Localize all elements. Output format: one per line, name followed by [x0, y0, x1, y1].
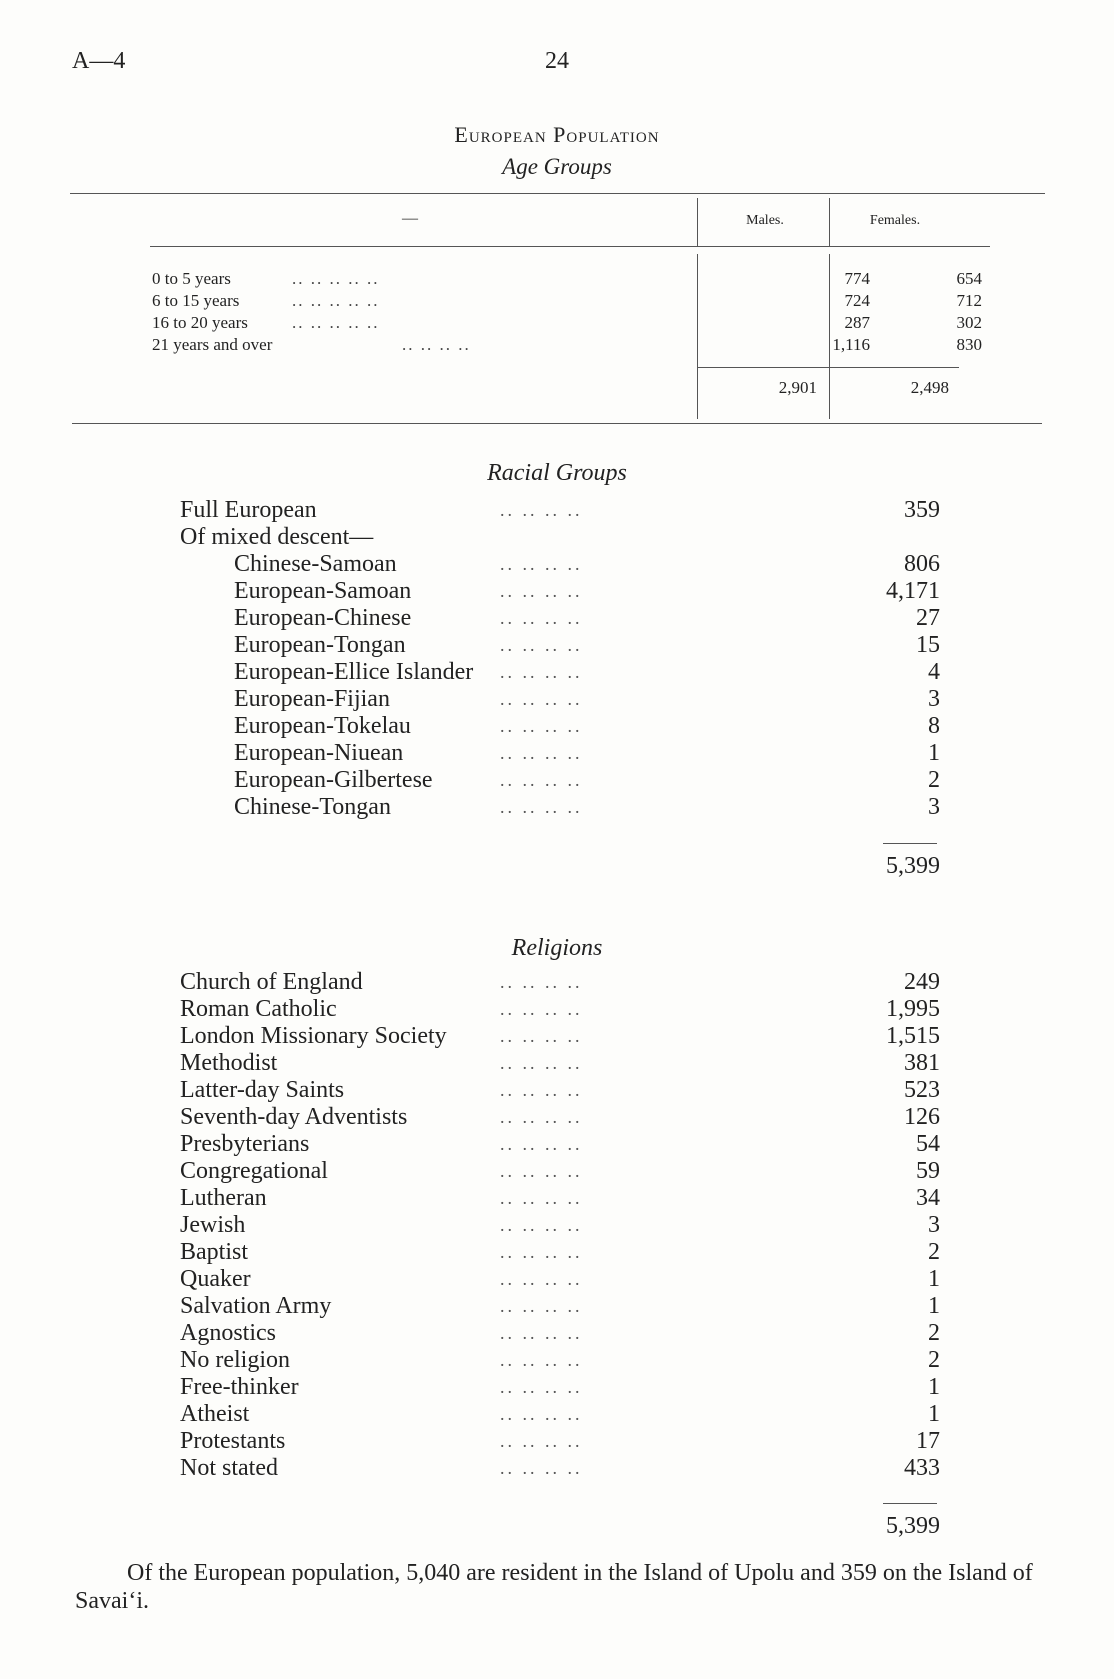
document-reference: A—4	[72, 48, 126, 74]
row-label: Roman Catholic	[180, 996, 337, 1022]
row-value: 433	[904, 1455, 940, 1481]
leader-dots: .. .. .. ..	[500, 662, 583, 682]
row-label: Salvation Army	[180, 1293, 332, 1319]
females-value: 654	[956, 269, 982, 288]
list-item	[234, 767, 994, 793]
row-value: 523	[904, 1077, 940, 1103]
males-value: 1,116	[832, 335, 870, 354]
list-item	[234, 551, 994, 577]
list-item	[234, 740, 994, 766]
list-item	[180, 1320, 940, 1346]
row-value: 1	[928, 1266, 940, 1292]
religions-title: Religions	[511, 935, 603, 961]
row-label: Chinese-Samoan	[234, 551, 397, 577]
leader-dots: .. .. .. ..	[500, 1242, 583, 1262]
table-top-rule	[70, 193, 1045, 194]
row-value: 1	[928, 1374, 940, 1400]
row-label: Congregational	[180, 1158, 328, 1184]
age-groups-title: Age Groups	[502, 154, 612, 179]
leader-dots: .. .. .. ..	[500, 500, 583, 520]
row-label: Full European	[180, 497, 317, 523]
leader-dots: .. .. .. ..	[500, 1296, 583, 1316]
list-item	[180, 1293, 940, 1319]
row-value: 17	[916, 1428, 940, 1454]
footer-paragraph: Of the European population, 5,040 are resident in the Island of Upolu and 359 on the Island of Savai‘i.	[75, 1560, 1033, 1614]
row-value: 2	[928, 1347, 940, 1373]
leader-dots: .. .. .. ..	[500, 1269, 583, 1289]
list-item	[180, 1455, 940, 1481]
sum-rule	[883, 1503, 937, 1504]
table-row	[152, 335, 982, 357]
row-label: European-Niuean	[234, 740, 404, 766]
row-label: Not stated	[180, 1455, 278, 1481]
row-value: 4	[928, 659, 940, 685]
males-value: 724	[844, 291, 870, 310]
row-label: European-Samoan	[234, 578, 412, 604]
list-item	[180, 1077, 940, 1103]
list-item	[180, 1185, 940, 1211]
row-label: 6 to 15 years	[152, 291, 240, 310]
leader-dots: .. .. .. .. ..	[292, 291, 380, 310]
list-item	[180, 1104, 940, 1130]
list-item	[234, 713, 994, 739]
list-item	[180, 1401, 940, 1427]
list-item	[180, 497, 940, 523]
leader-dots: .. .. .. ..	[500, 1026, 583, 1046]
row-value: 2	[928, 1239, 940, 1265]
row-label: London Missionary Society	[180, 1023, 447, 1049]
leader-dots: .. .. .. .. ..	[292, 313, 380, 332]
list-item	[180, 1347, 940, 1373]
females-value: 830	[956, 335, 982, 354]
racial-total: 5,399	[886, 853, 940, 879]
row-value: 8	[928, 713, 940, 739]
males-header: Males.	[746, 213, 784, 228]
row-value: 54	[916, 1131, 940, 1157]
row-value: 126	[904, 1104, 940, 1130]
leader-dots: .. .. .. ..	[500, 1458, 583, 1478]
row-value: 34	[916, 1185, 940, 1211]
leader-dots: .. .. .. ..	[500, 635, 583, 655]
row-value: 4,171	[886, 578, 940, 604]
row-label: 21 years and over	[152, 335, 273, 354]
leader-dots: .. .. .. ..	[500, 1404, 583, 1424]
row-label: Chinese-Tongan	[234, 794, 391, 820]
section-title: European Population	[454, 122, 660, 147]
leader-dots: .. .. .. ..	[500, 1161, 583, 1181]
row-value: 27	[916, 605, 940, 631]
row-label: Methodist	[180, 1050, 278, 1076]
religions-total: 5,399	[886, 1513, 940, 1539]
table-row	[152, 313, 982, 335]
row-label: Quaker	[180, 1266, 251, 1292]
column-divider	[829, 198, 830, 246]
males-value: 774	[844, 269, 870, 288]
leader-dots: .. .. .. ..	[500, 797, 583, 817]
row-label: 16 to 20 years	[152, 313, 248, 332]
row-label: Presbyterians	[180, 1131, 310, 1157]
list-item	[180, 1239, 940, 1265]
leader-dots: .. .. .. ..	[500, 1080, 583, 1100]
list-item	[234, 632, 994, 658]
row-label: Seventh-day Adventists	[180, 1104, 408, 1130]
list-item	[180, 1050, 940, 1076]
list-item	[234, 605, 994, 631]
row-value: 59	[916, 1158, 940, 1184]
row-value: 806	[904, 551, 940, 577]
row-value: 15	[916, 632, 940, 658]
row-label: Latter-day Saints	[180, 1077, 345, 1103]
subgroup-heading: Of mixed descent—	[180, 524, 374, 550]
leader-dots: .. .. .. ..	[500, 743, 583, 763]
list-item	[180, 996, 940, 1022]
row-value: 2	[928, 767, 940, 793]
leader-dots: .. .. .. ..	[500, 554, 583, 574]
leader-dots: .. .. .. ..	[500, 1107, 583, 1127]
row-value: 1	[928, 740, 940, 766]
row-value: 249	[904, 969, 940, 995]
table-row	[152, 291, 982, 313]
leader-dots: .. .. .. ..	[500, 716, 583, 736]
table-bottom-rule	[72, 423, 1042, 424]
leader-dots: .. .. .. ..	[500, 1188, 583, 1208]
list-item	[180, 1266, 940, 1292]
leader-dots: .. .. .. ..	[500, 1053, 583, 1073]
list-item	[234, 794, 994, 820]
females-value: 302	[956, 313, 982, 332]
leader-dots: .. .. .. ..	[500, 1323, 583, 1343]
row-value: 3	[928, 686, 940, 712]
leader-dots: .. .. .. ..	[500, 1215, 583, 1235]
row-label: European-Ellice Islander	[234, 659, 474, 685]
females-header: Females.	[869, 213, 921, 228]
leader-dots: .. .. .. .. ..	[292, 269, 380, 288]
leader-dots: .. .. .. ..	[500, 581, 583, 601]
list-item	[180, 1158, 940, 1184]
leader-dots: .. .. .. ..	[500, 1431, 583, 1451]
table-row	[152, 269, 982, 291]
row-value: 1	[928, 1401, 940, 1427]
list-item	[234, 686, 994, 712]
leader-dots: .. .. .. ..	[500, 999, 583, 1019]
row-value: 1,515	[886, 1023, 940, 1049]
row-value: 3	[928, 794, 940, 820]
row-label: Church of England	[180, 969, 363, 995]
racial-groups-title: Racial Groups	[487, 460, 627, 486]
leader-dots: .. .. .. ..	[500, 770, 583, 790]
list-item	[180, 1212, 940, 1238]
column-divider	[697, 198, 698, 246]
row-label: European-Tongan	[234, 632, 406, 658]
row-value: 359	[904, 497, 940, 523]
leader-dots: .. .. .. ..	[500, 972, 583, 992]
stub-header: —	[402, 210, 418, 227]
leader-dots: .. .. .. ..	[500, 1377, 583, 1397]
leader-dots: .. .. .. ..	[402, 335, 471, 354]
header-rule	[150, 246, 990, 247]
list-item	[234, 578, 994, 604]
list-item	[180, 1131, 940, 1157]
list-item	[180, 1023, 940, 1049]
row-label: Agnostics	[180, 1320, 276, 1346]
sum-rule	[883, 843, 937, 844]
row-label: 0 to 5 years	[152, 269, 231, 288]
row-value: 1,995	[886, 996, 940, 1022]
row-label: European-Gilbertese	[234, 767, 433, 793]
males-value: 287	[844, 313, 870, 332]
females-total: 2,498	[910, 378, 949, 397]
row-value: 1	[928, 1293, 940, 1319]
page-number: 24	[545, 48, 569, 74]
row-label: Jewish	[180, 1212, 246, 1238]
leader-dots: .. .. .. ..	[500, 1134, 583, 1154]
row-label: Lutheran	[180, 1185, 267, 1211]
males-total: 2,901	[778, 378, 817, 397]
leader-dots: .. .. .. ..	[500, 689, 583, 709]
row-label: Atheist	[180, 1401, 250, 1427]
row-value: 381	[904, 1050, 940, 1076]
leader-dots: .. .. .. ..	[500, 1350, 583, 1370]
row-label: Protestants	[180, 1428, 286, 1454]
row-value: 2	[928, 1320, 940, 1346]
row-value: 3	[928, 1212, 940, 1238]
row-label: European-Chinese	[234, 605, 412, 631]
list-item	[180, 969, 940, 995]
list-item	[180, 1428, 940, 1454]
females-value: 712	[956, 291, 982, 310]
row-label: Baptist	[180, 1239, 249, 1265]
list-item	[180, 1374, 940, 1400]
list-item	[234, 659, 994, 685]
row-label: European-Tokelau	[234, 713, 411, 739]
leader-dots: .. .. .. ..	[500, 608, 583, 628]
row-label: European-Fijian	[234, 686, 390, 712]
subtotal-rule	[697, 367, 959, 368]
row-label: Free-thinker	[180, 1374, 299, 1400]
row-label: No religion	[180, 1347, 290, 1373]
